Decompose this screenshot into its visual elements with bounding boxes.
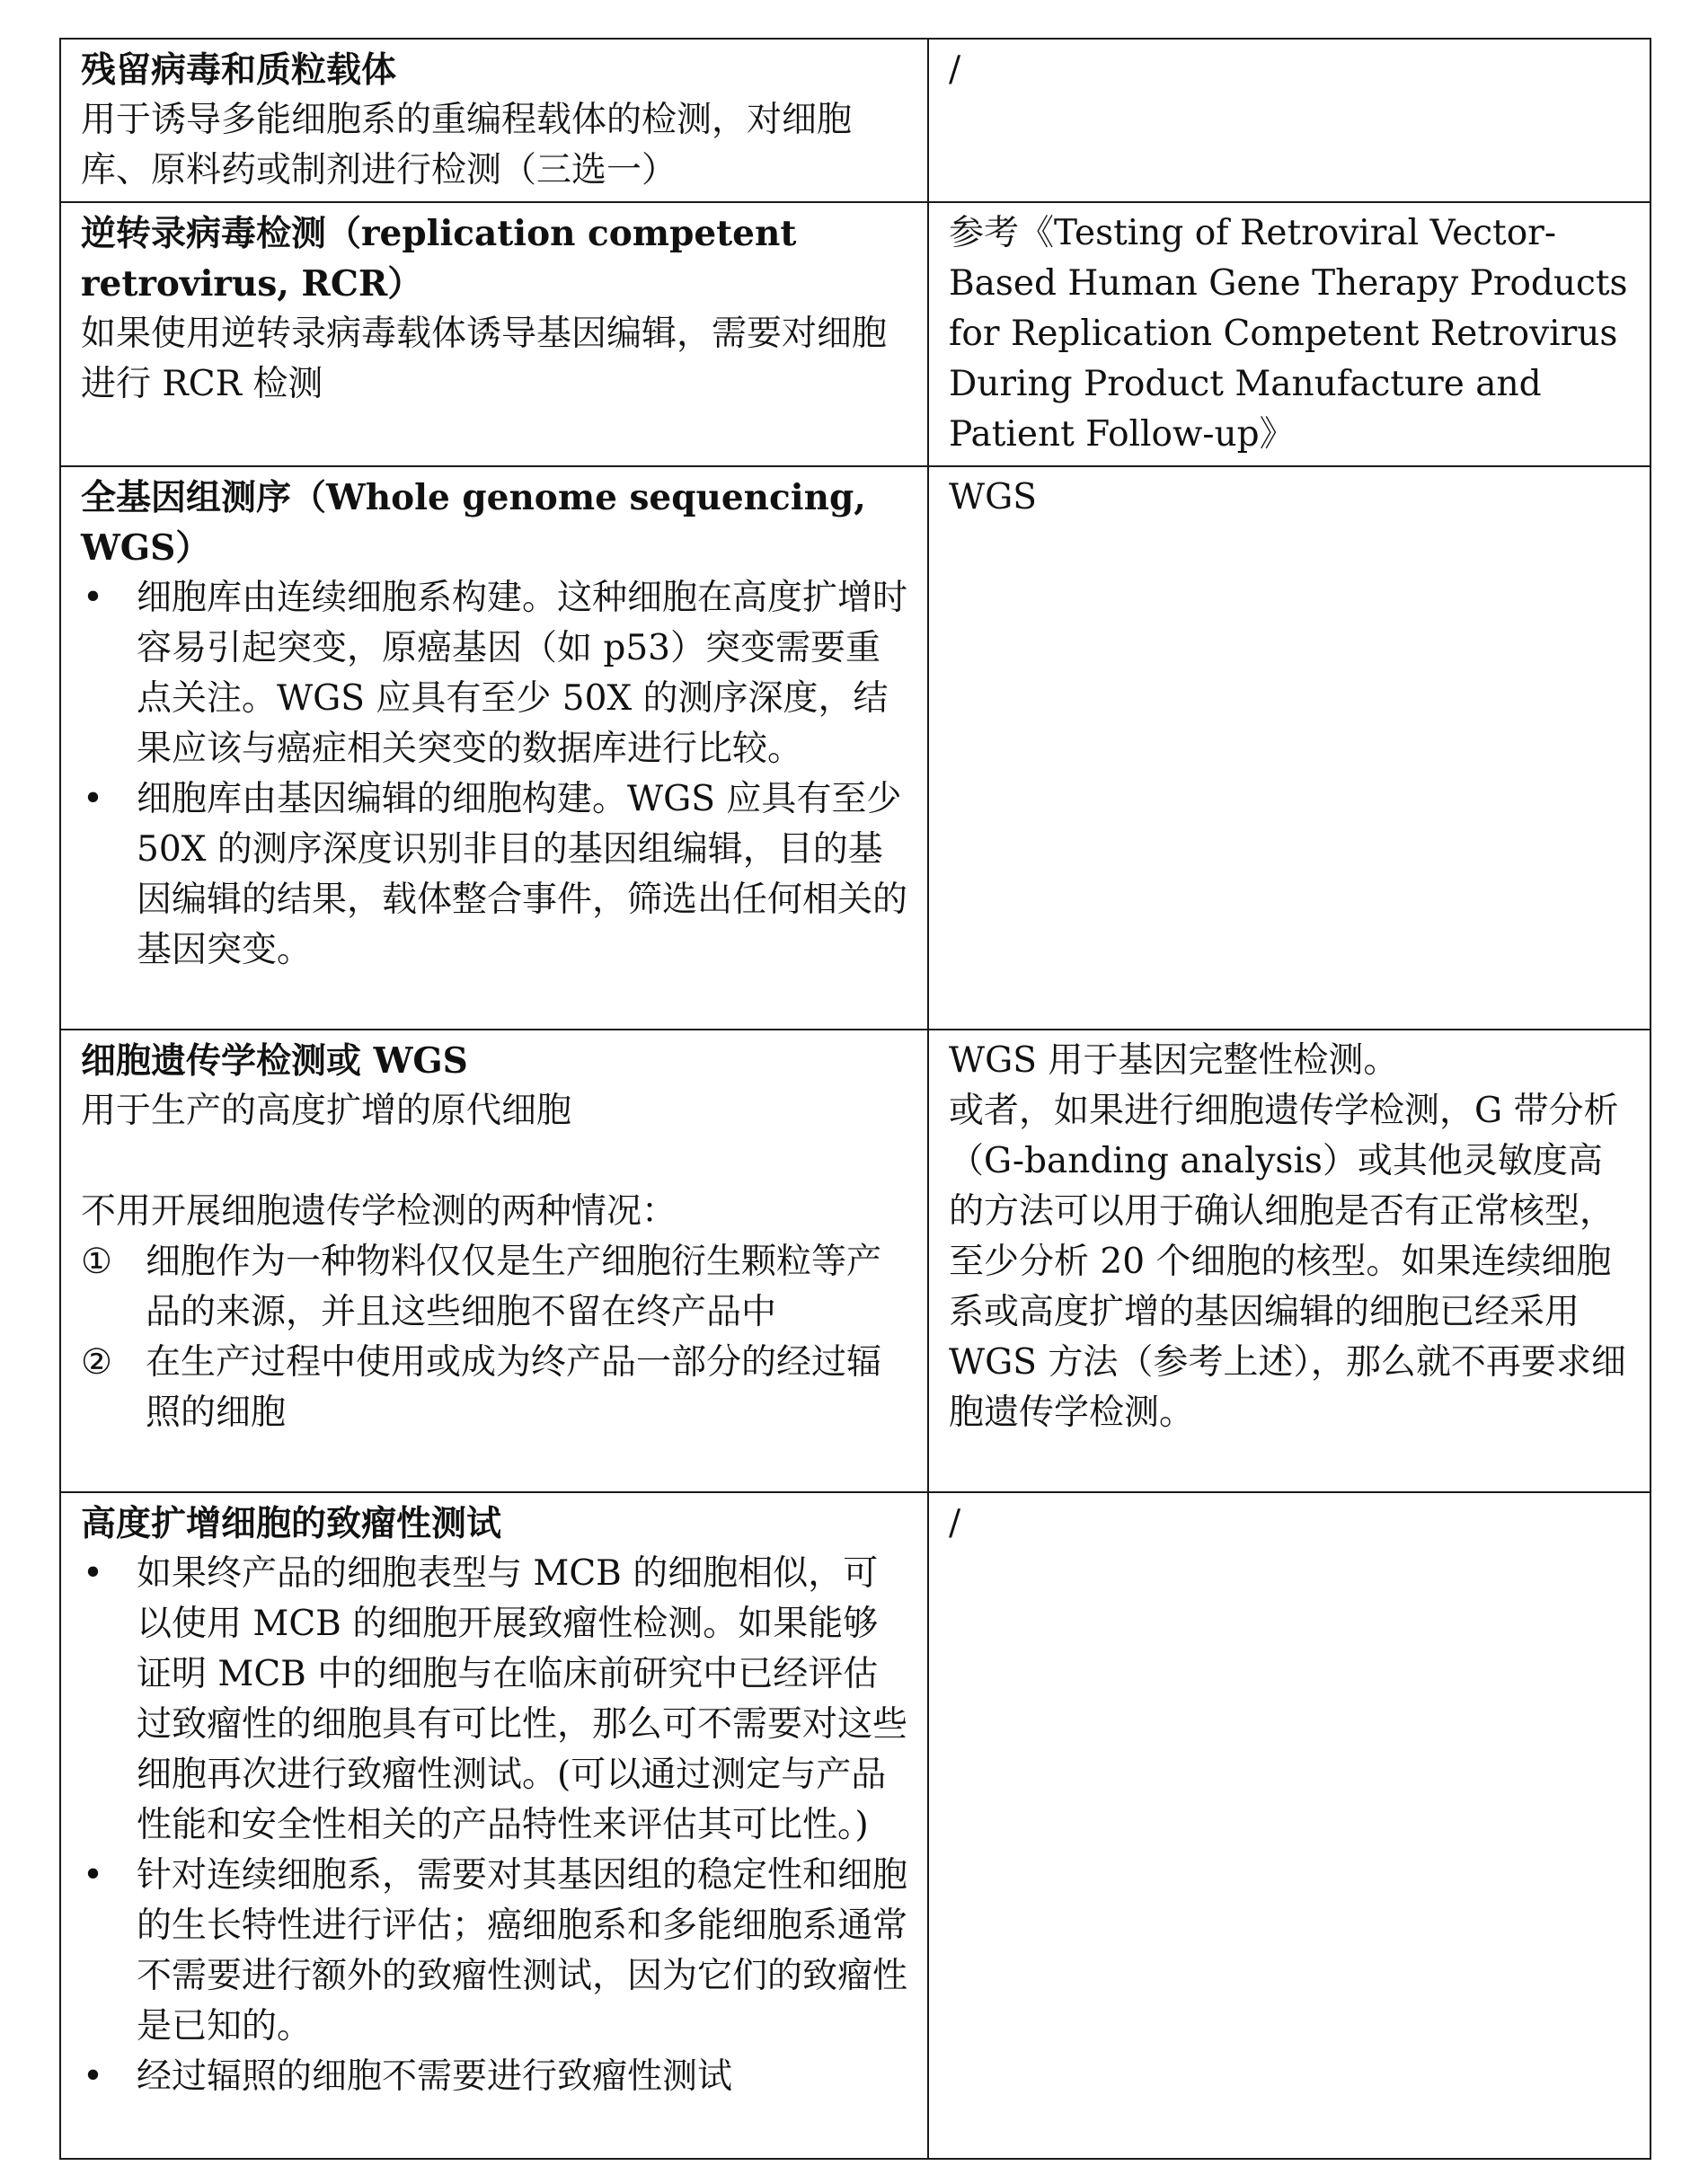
numbered-list — [81, 1237, 907, 1438]
requirement-cell — [60, 39, 928, 202]
bullet-list — [81, 1549, 907, 2102]
requirement-cell — [60, 1492, 928, 2159]
list-item — [81, 1338, 907, 1438]
reference-cell: WGS — [928, 466, 1650, 1030]
row-heading: 逆转录病毒检测（replication competent retrovirus, RCR） — [81, 213, 797, 305]
list-item-text: 在生产过程中使用或成为终产品一部分的经过辐照的细胞 — [146, 1342, 882, 1433]
list-item-text: 细胞作为一种物料仅仅是生产细胞衍生颗粒等产品的来源，并且这些细胞不留在终产品中 — [146, 1242, 882, 1332]
row-heading: 高度扩增细胞的致瘤性测试 — [81, 1503, 502, 1544]
row-heading: 残留病毒和质粒载体 — [81, 49, 397, 91]
list-item: • 针对连续细胞系，需要对其基因组的稳定性和细胞的生长特性进行评估；癌细胞系和多能细胞系通常不需要进行额外的致瘤性测试，因为它们的致瘤性是已知的。 — [81, 1851, 907, 2052]
list-item: • 细胞库由基因编辑的细胞构建。WGS 应具有至少 50X 的测序深度识别非目的基因组编辑，目的基因编辑的结果，载体整合事件，筛选出任何相关的基因突变。 — [81, 774, 907, 976]
table-row — [60, 39, 1650, 202]
requirement-cell — [60, 1030, 928, 1492]
reference-cell: WGS 用于基因完整性检测。 或者，如果进行细胞遗传学检测，G 带分析（G-banding analysis）或其他灵敏度高的方法可以用于确认细胞是否有正常核型，至少分析 20 个细胞的核型。如果连续细胞系或高度扩增的基因编辑的细胞已经采用 WGS 方法（参考上述），那么就不再要求细胞遗传学检测。 — [928, 1030, 1650, 1492]
row-description: 用于诱导多能细胞系的重编程载体的检测，对细胞库、原料药或制剂进行检测（三选一） — [81, 100, 853, 190]
list-item: • 细胞库由连续细胞系构建。这种细胞在高度扩增时容易引起突变，原癌基因（如 p53）突变需要重点关注。WGS 应具有至少 50X 的测序深度，结果应该与癌症相关突变的数据库进行比较。 — [81, 573, 907, 774]
row-heading: 全基因组测序（Whole genome sequencing, WGS） — [81, 477, 866, 569]
table-row — [60, 202, 1650, 466]
row-description: 用于生产的高度扩增的原代细胞 — [81, 1091, 572, 1131]
table-row — [60, 1492, 1650, 2159]
list-item: • 如果终产品的细胞表型与 MCB 的细胞相似，可以使用 MCB 的细胞开展致瘤性检测。如果能够证明 MCB 中的细胞与在临床前研究中已经评估过致瘤性的细胞具有可比性，那么可不需要对这些细胞再次进行致瘤性测试。(可以通过测定与产品性能和安全性相关的产品特性来评估其可比性。) — [81, 1549, 907, 1851]
circled-number: ① — [81, 1242, 112, 1282]
list-item: • 经过辐照的细胞不需要进行致瘤性测试 — [81, 2052, 907, 2102]
reference-cell: 参考《Testing of Retroviral Vector-Based Human Gene Therapy Products for Replication Competent Retrovirus During Product Manufacture and Patient Follow-up》 — [928, 202, 1650, 466]
list-intro: 不用开展细胞遗传学检测的两种情况： — [81, 1191, 677, 1232]
bullet-list — [81, 573, 907, 976]
requirement-cell — [60, 466, 928, 1030]
table-row — [60, 1030, 1650, 1492]
reference-cell: / — [928, 1492, 1650, 2159]
requirements-table — [59, 38, 1651, 2160]
requirement-cell — [60, 202, 928, 466]
row-heading: 细胞遗传学检测或 WGS — [81, 1040, 468, 1082]
spacer — [81, 1136, 907, 1187]
table-row — [60, 466, 1650, 1030]
circled-number: ② — [81, 1342, 112, 1383]
row-description: 如果使用逆转录病毒载体诱导基因编辑，需要对细胞进行 RCR 检测 — [81, 314, 888, 404]
reference-cell: / — [928, 39, 1650, 202]
list-item — [81, 1237, 907, 1338]
